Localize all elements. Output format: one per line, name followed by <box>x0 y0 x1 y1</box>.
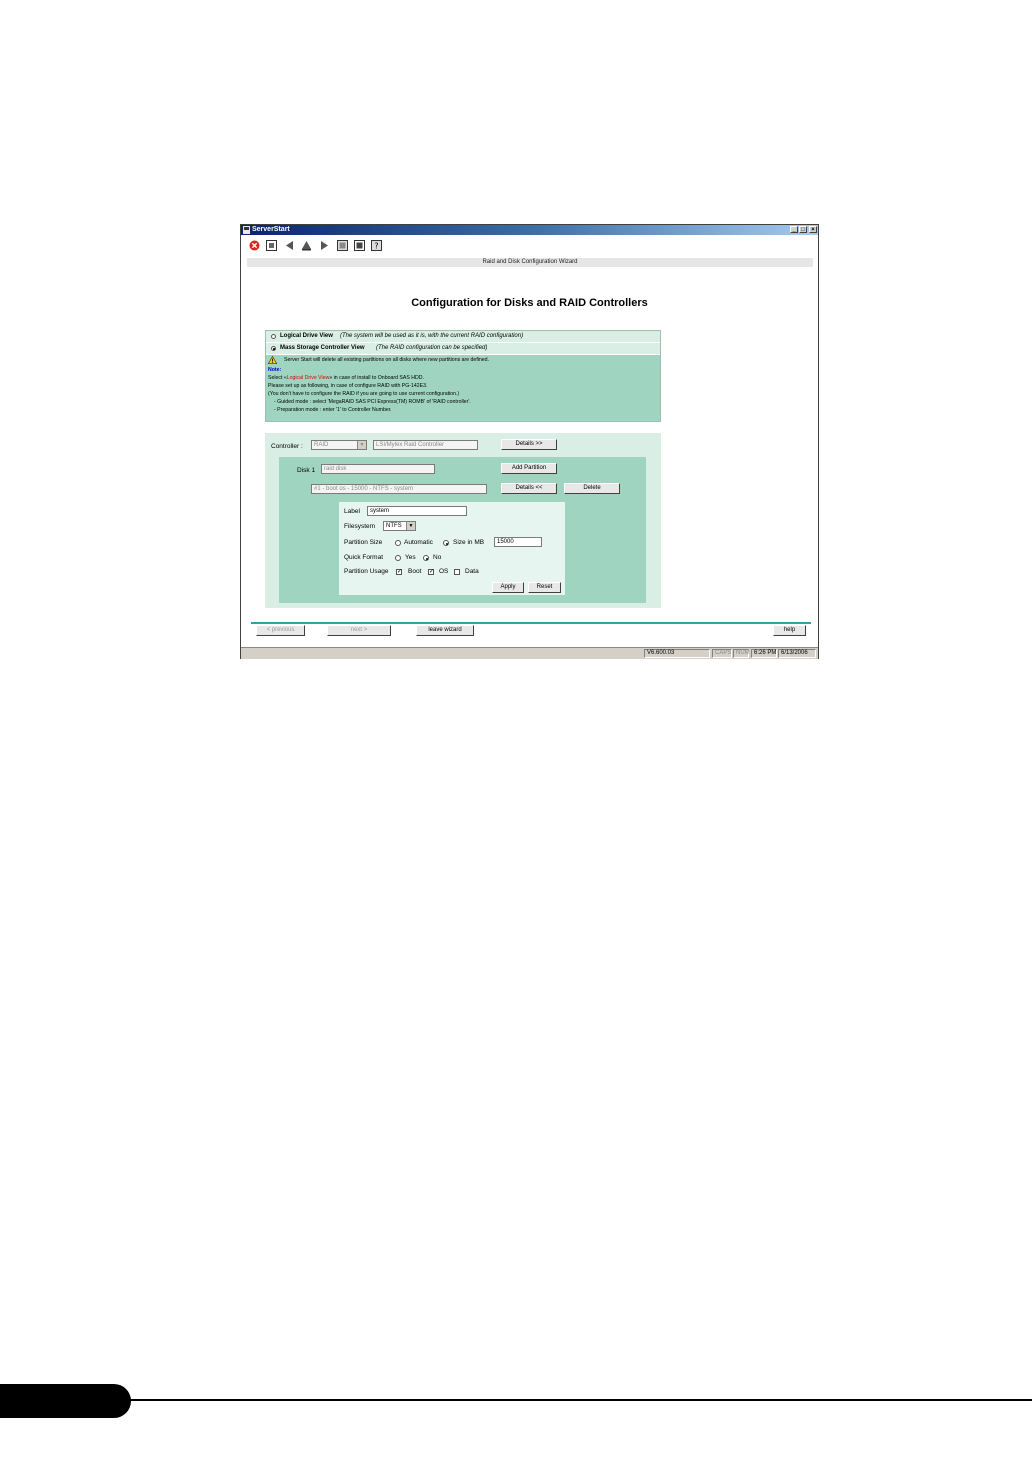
quick-format-no-label: No <box>433 554 442 561</box>
apply-button[interactable]: Apply <box>492 582 524 593</box>
delete-partition-button[interactable]: Delete <box>564 483 620 494</box>
chevron-down-icon: ▼ <box>406 522 415 530</box>
automatic-size-radio[interactable] <box>395 540 401 546</box>
notes-panel <box>266 355 660 421</box>
note-line-4: - Guided mode : select 'MegaRAID SAS PCI Express(TM) ROMB' of 'RAID controller'. <box>274 399 471 405</box>
quick-format-yes-radio[interactable] <box>395 555 401 561</box>
controller-type-select[interactable] <box>311 440 367 450</box>
controller-panel <box>265 433 661 608</box>
controller-name-field[interactable]: LSI/Mylex Raid Controller <box>373 440 478 450</box>
partition-size-label: Partition Size <box>344 539 383 546</box>
up-icon[interactable] <box>301 240 312 251</box>
warning-text: Server Start will delete all existing partitions on all disks where new partitions are defined. <box>284 357 490 363</box>
note-line-2: Please set up as following, in case of configure RAID with PG-142E3. <box>268 383 428 389</box>
home-icon[interactable] <box>266 240 277 251</box>
quick-format-no-radio[interactable] <box>423 555 429 561</box>
page-title: Configuration for Disks and RAID Controllers <box>411 297 648 309</box>
data-label: Data <box>465 568 479 575</box>
forward-icon[interactable] <box>319 240 330 251</box>
mass-storage-view-desc: (The RAID configuration can be specified) <box>376 345 488 351</box>
app-icon <box>243 226 250 234</box>
window-title: ServerStart <box>252 226 290 233</box>
caps-status: CAPS <box>712 649 732 658</box>
os-checkbox[interactable]: ✓ <box>429 569 435 575</box>
square-icon[interactable] <box>354 240 365 251</box>
quick-format-label: Quick Format <box>344 554 384 561</box>
time-status: 6:26 PM <box>751 649 777 658</box>
boot-checkbox[interactable]: ✓ <box>397 569 403 575</box>
navigation-divider <box>251 622 811 624</box>
data-checkbox[interactable] <box>454 569 460 575</box>
note-line-3: (You don't have to configure the RAID if you are going to use current configuration.) <box>268 391 460 397</box>
os-label: OS <box>439 568 449 575</box>
size-in-mb-label: Size in MB <box>453 539 485 546</box>
filesystem-select[interactable] <box>383 521 416 531</box>
controller-details-button[interactable]: Details >> <box>501 439 557 450</box>
disk-name-field[interactable]: raid disk <box>321 464 435 474</box>
logical-drive-view-option[interactable] <box>266 331 660 342</box>
boot-label: Boot <box>408 568 422 575</box>
note-title: Note: <box>268 367 282 373</box>
warning-icon <box>268 356 277 364</box>
help-icon[interactable] <box>371 240 382 251</box>
wizard-title: Raid and Disk Configuration Wizard <box>247 258 813 267</box>
leave-wizard-button[interactable]: leave wizard <box>416 625 474 636</box>
disk-label: Disk 1 <box>297 467 316 474</box>
logical-drive-view-radio[interactable] <box>271 334 276 339</box>
filesystem-label: Filesystem <box>344 523 376 530</box>
status-bar <box>241 647 818 659</box>
size-in-mb-input[interactable]: 15000 <box>494 537 542 547</box>
help-button[interactable]: help <box>773 625 806 636</box>
title-bar <box>241 225 818 235</box>
note-line-5: - Preparation mode : enter '1' to Controller Number. <box>274 407 392 413</box>
version-status: V6.600.03 <box>644 649 710 658</box>
mass-storage-view-option[interactable] <box>266 343 660 354</box>
note-line-1 <box>268 375 424 381</box>
size-in-mb-radio[interactable] <box>443 540 449 546</box>
logical-drive-view-link[interactable]: Logical Drive View <box>286 375 330 381</box>
chevron-down-icon: ▼ <box>357 441 366 449</box>
back-icon[interactable] <box>284 240 295 251</box>
disk-panel <box>279 457 646 603</box>
mass-storage-view-label: Mass Storage Controller View <box>280 345 365 351</box>
date-status: 6/13/2006 <box>778 649 816 658</box>
close-button[interactable]: × <box>809 226 817 233</box>
previous-button[interactable]: < previous <box>256 625 305 636</box>
svg-text:?: ? <box>374 241 379 251</box>
num-status: NUM <box>733 649 749 658</box>
partition-field[interactable]: #1 - boot os - 15000 - NTFS - system <box>311 484 487 494</box>
close-circle-icon[interactable] <box>249 240 260 251</box>
view-selection-panel <box>265 330 661 422</box>
logical-drive-view-desc: (The system will be used as it is, with the current RAID configuration) <box>340 333 524 339</box>
note-line-1-pre: Select « <box>268 375 287 381</box>
partition-label-label: Label <box>344 508 360 515</box>
footer-rule <box>125 1399 1032 1401</box>
grid-icon[interactable] <box>337 240 348 251</box>
quick-format-yes-label: Yes <box>405 554 416 561</box>
filesystem-value: NTFS <box>386 523 402 529</box>
partition-usage-label: Partition Usage <box>344 568 389 575</box>
note-line-1-post: » in case of install to Onboard SAS HDD. <box>329 375 424 381</box>
maximize-button[interactable]: □ <box>799 226 807 233</box>
serverstart-window <box>240 224 819 659</box>
controller-type-value: RAID <box>314 442 329 448</box>
controller-label: Controller : <box>271 443 303 450</box>
automatic-size-label: Automatic <box>404 539 433 546</box>
next-button[interactable]: next > <box>327 625 391 636</box>
logical-drive-view-label: Logical Drive View <box>280 333 333 339</box>
page-number-tab <box>0 1384 131 1418</box>
minimize-button[interactable]: _ <box>790 226 798 233</box>
reset-button[interactable]: Reset <box>528 582 561 593</box>
partition-details-form <box>339 502 565 595</box>
partition-label-input[interactable]: system <box>367 506 467 516</box>
add-partition-button[interactable]: Add Partition <box>501 463 557 474</box>
partition-details-button[interactable]: Details << <box>501 483 557 494</box>
mass-storage-view-radio[interactable] <box>271 346 276 351</box>
